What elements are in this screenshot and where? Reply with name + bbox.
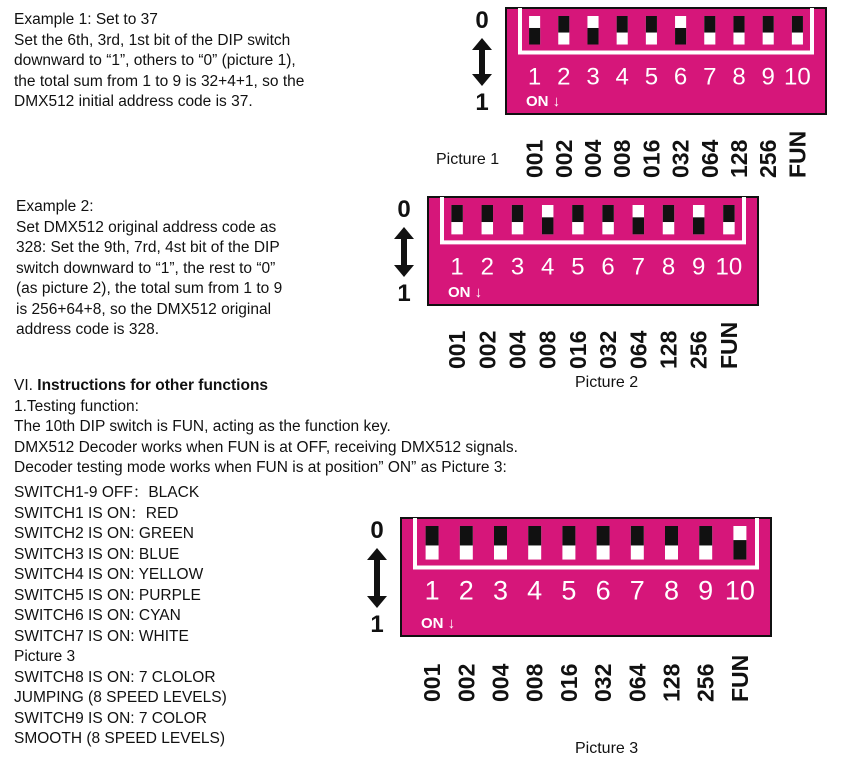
- weight-label: 032: [595, 330, 622, 369]
- dip-body: [401, 518, 771, 636]
- switch-number: 3: [510, 253, 525, 281]
- switch-knob-off: [528, 526, 541, 545]
- on-label: 1: [397, 280, 411, 307]
- switch-number: 10: [724, 575, 755, 606]
- switch-number: 8: [663, 575, 680, 606]
- switch-knob-off: [704, 16, 715, 33]
- weight-label: 008: [534, 330, 561, 369]
- weight-label: FUN: [715, 321, 742, 369]
- switch-knob-off: [665, 526, 678, 545]
- dip-switch-10: [792, 16, 803, 45]
- example1-line: the total sum from 1 to 9 is 32+4+1, so the: [14, 72, 305, 90]
- switch-knob-off: [562, 526, 575, 545]
- switch-number: 10: [715, 253, 743, 281]
- switch-number: 1: [424, 575, 440, 606]
- switch-number: 1: [527, 63, 542, 91]
- dip-switch-svg: [361, 516, 781, 702]
- on-label: 1: [475, 89, 489, 116]
- switch-knob-off: [482, 205, 493, 222]
- switch-list-item: SWITCH7 IS ON: WHITE: [14, 627, 189, 645]
- dip-switch-svg: [388, 195, 768, 369]
- example2-line: (as picture 2), the total sum from 1 to 9: [16, 280, 283, 297]
- switch-number: 1: [450, 253, 464, 281]
- dip-switch-svg: [466, 6, 836, 178]
- switch-knob-off: [699, 526, 712, 545]
- switch-number: 6: [595, 575, 611, 606]
- dip-switch-picture-1: [466, 6, 836, 178]
- weight-label: 016: [638, 139, 665, 178]
- up-down-arrow-icon: [367, 548, 387, 608]
- weight-label: 016: [564, 330, 591, 369]
- switch-knob-on: [633, 217, 644, 234]
- switch-knob-off: [723, 205, 734, 222]
- switch-knob-off: [646, 16, 657, 33]
- switch-list-item: SWITCH3 IS ON: BLUE: [14, 545, 180, 563]
- switch-knob-off: [602, 205, 613, 222]
- section-title: Instructions for other functions: [37, 377, 269, 394]
- dip-switch-6: [597, 526, 610, 560]
- weight-label: 001: [521, 139, 548, 178]
- example2-line: is 256+64+8, so the DMX512 original: [16, 300, 272, 318]
- switch-knob-on: [529, 28, 540, 45]
- on-marker: ON ↓: [448, 284, 483, 301]
- dip-switch-8: [665, 526, 678, 560]
- switch-knob-off: [733, 16, 744, 33]
- switch-list-item: SWITCH4 IS ON: YELLOW: [14, 566, 204, 583]
- section-subtitle: 1.Testing function:: [14, 397, 139, 415]
- off-label: 0: [397, 196, 411, 223]
- dip-switch-picture-3: [361, 516, 781, 702]
- dip-switch-4: [528, 526, 541, 560]
- weight-label: FUN: [726, 654, 753, 702]
- dip-switch-1: [451, 205, 462, 234]
- switch-knob-off: [631, 526, 644, 545]
- switch-knob-on: [693, 217, 704, 234]
- dip-switch-2: [558, 16, 569, 45]
- weight-label: 032: [667, 139, 694, 178]
- weight-label: 002: [550, 139, 577, 178]
- switch-knob-off: [572, 205, 583, 222]
- switch-number: 3: [492, 575, 509, 606]
- dip-switch-2: [482, 205, 493, 234]
- dip-switch-5: [562, 526, 575, 560]
- dip-switch-10: [723, 205, 734, 234]
- example2-line: 328: Set the 9th, 7rd, 4st bit of the DIP: [16, 239, 280, 256]
- on-label: 1: [370, 611, 384, 638]
- switch-list-item: SWITCH1 IS ON：RED: [14, 504, 179, 522]
- switch-knob-off: [792, 16, 803, 33]
- dip-switch-3: [512, 205, 523, 234]
- switch-number: 4: [615, 63, 629, 91]
- dip-switch-1: [529, 16, 540, 45]
- weight-label: 256: [685, 330, 712, 369]
- weight-label: 004: [504, 330, 531, 369]
- section-line: Decoder testing mode works when FUN is at position” ON” as Picture 3:: [14, 459, 507, 476]
- switch-number: 7: [703, 63, 717, 91]
- on-marker: ON ↓: [526, 93, 561, 110]
- switch-number: 6: [601, 253, 615, 281]
- weight-label: 256: [692, 663, 719, 702]
- dip-switch-7: [704, 16, 715, 45]
- section-prefix: VI.: [14, 377, 38, 394]
- example2-line: switch downward to “1”, the rest to “0”: [16, 259, 276, 277]
- dip-switch-picture-2: [388, 195, 768, 369]
- weight-label: 128: [655, 330, 682, 369]
- switch-number: 4: [527, 575, 543, 606]
- weight-label: 128: [726, 139, 752, 178]
- dip-switch-2: [460, 526, 473, 560]
- switch-number: 2: [480, 253, 494, 281]
- dip-switch-5: [572, 205, 583, 234]
- weight-labels: [522, 131, 811, 178]
- up-down-arrow-icon: [394, 227, 414, 277]
- example1-line: Set the 6th, 3rd, 1st bit of the DIP switch: [14, 31, 291, 49]
- switch-number: 2: [557, 63, 571, 91]
- weight-label: 256: [755, 139, 782, 178]
- switch-number: 10: [784, 63, 811, 91]
- dip-switch-9: [693, 205, 704, 234]
- dip-switch-5: [646, 16, 657, 45]
- section-line: DMX512 Decoder works when FUN is at OFF, receiving DMX512 signals.: [14, 438, 518, 456]
- weight-label: 064: [624, 663, 651, 702]
- example1-text: [14, 10, 304, 113]
- example1-line: Example 1: Set to 37: [14, 11, 158, 28]
- switch-knob-on: [542, 217, 553, 234]
- switch-list-item: SWITCH8 IS ON: 7 CLOLOR: [14, 668, 216, 686]
- switch-knob-off: [460, 526, 473, 545]
- switch-list-item: Picture 3: [14, 648, 76, 665]
- switch-list-item: SMOOTH (8 SPEED LEVELS): [14, 730, 226, 747]
- dip-switch-7: [633, 205, 644, 234]
- weight-label: FUN: [784, 130, 811, 178]
- switch-list-item: SWITCH1-9 OFF：BLACK: [14, 484, 200, 501]
- example1-line: DMX512 initial address code is 37.: [14, 93, 253, 110]
- switch-number: 9: [698, 575, 714, 606]
- switch-knob-on: [733, 540, 746, 559]
- switch-knob-off: [597, 526, 610, 545]
- dip-switch-3: [587, 16, 598, 45]
- switch-number: 5: [571, 253, 585, 281]
- switch-number: 9: [761, 63, 775, 91]
- switch-number: 3: [586, 63, 600, 91]
- switch-knob-off: [512, 205, 523, 222]
- switch-knob-off: [617, 16, 628, 33]
- weight-label: 032: [590, 663, 617, 702]
- dip-switch-8: [663, 205, 674, 234]
- switch-list-item: SWITCH5 IS ON: PURPLE: [14, 586, 201, 604]
- weight-label: 002: [453, 663, 480, 702]
- off-label: 0: [370, 517, 384, 544]
- weight-label: 064: [696, 139, 723, 178]
- switch-list-item: SWITCH6 IS ON: CYAN: [14, 607, 181, 624]
- switch-knob-off: [494, 526, 507, 545]
- weight-labels: [444, 322, 742, 369]
- weight-label: 008: [609, 139, 636, 178]
- switch-list-item: SWITCH9 IS ON: 7 COLOR: [14, 709, 207, 727]
- picture-3-caption: Picture 3: [575, 740, 639, 757]
- weight-label: 001: [419, 663, 446, 702]
- dip-switch-3: [494, 526, 507, 560]
- switch-knob-off: [763, 16, 774, 33]
- dip-switch-9: [763, 16, 774, 45]
- switch-number: 9: [692, 253, 706, 281]
- dip-switch-4: [542, 205, 553, 234]
- switch-knob-off: [426, 526, 439, 545]
- switch-number: 2: [458, 575, 474, 606]
- switch-number: 4: [541, 253, 555, 281]
- dip-switch-6: [602, 205, 613, 234]
- dip-switch-1: [426, 526, 439, 560]
- dip-switch-4: [617, 16, 628, 45]
- example2-line: Set DMX512 original address code as: [16, 218, 277, 236]
- up-down-arrow-icon: [472, 38, 492, 86]
- section-heading: [14, 376, 518, 397]
- switch-number: 8: [732, 63, 746, 91]
- switch-knob-on: [675, 28, 686, 45]
- switch-knob-off: [451, 205, 462, 222]
- dip-switch-7: [631, 526, 644, 560]
- switch-number: 7: [629, 575, 645, 606]
- switch-knob-off: [558, 16, 569, 33]
- switch-number: 5: [644, 63, 659, 91]
- off-label: 0: [475, 7, 489, 34]
- section-line: The 10th DIP switch is FUN, acting as the function key.: [14, 418, 391, 435]
- weight-label: 008: [521, 663, 548, 702]
- weight-labels: [419, 655, 753, 702]
- dip-switch-10: [733, 526, 746, 560]
- switch-knob-on: [587, 28, 598, 45]
- switch-knob-off: [663, 205, 674, 222]
- weight-label: 004: [487, 663, 514, 702]
- switch-function-list: [14, 483, 227, 750]
- switch-number: 8: [661, 253, 676, 281]
- weight-label: 064: [625, 330, 652, 369]
- section-vi: [14, 376, 518, 479]
- picture-1-caption: Picture 1: [436, 151, 500, 168]
- dip-switch-9: [699, 526, 712, 560]
- example1-line: downward to “1”, others to “0” (picture 1),: [14, 52, 296, 69]
- switch-number: 5: [561, 575, 577, 606]
- weight-label: 001: [444, 330, 471, 369]
- picture-2-caption: Picture 2: [575, 374, 639, 391]
- weight-label: 002: [474, 330, 501, 369]
- switch-list-item: JUMPING (8 SPEED LEVELS): [14, 689, 227, 706]
- switch-list-item: SWITCH2 IS ON: GREEN: [14, 525, 194, 542]
- switch-number: 6: [673, 63, 688, 91]
- dip-switch-6: [675, 16, 686, 45]
- weight-label: 004: [580, 139, 606, 178]
- dip-switch-8: [733, 16, 744, 45]
- weight-label: 128: [658, 663, 685, 702]
- example2-line: Example 2:: [16, 198, 94, 215]
- weight-label: 016: [555, 663, 582, 702]
- switch-number: 7: [631, 253, 645, 281]
- example2-line: address code is 328.: [16, 321, 160, 338]
- on-marker: ON ↓: [421, 615, 456, 632]
- example2-text: [16, 197, 282, 341]
